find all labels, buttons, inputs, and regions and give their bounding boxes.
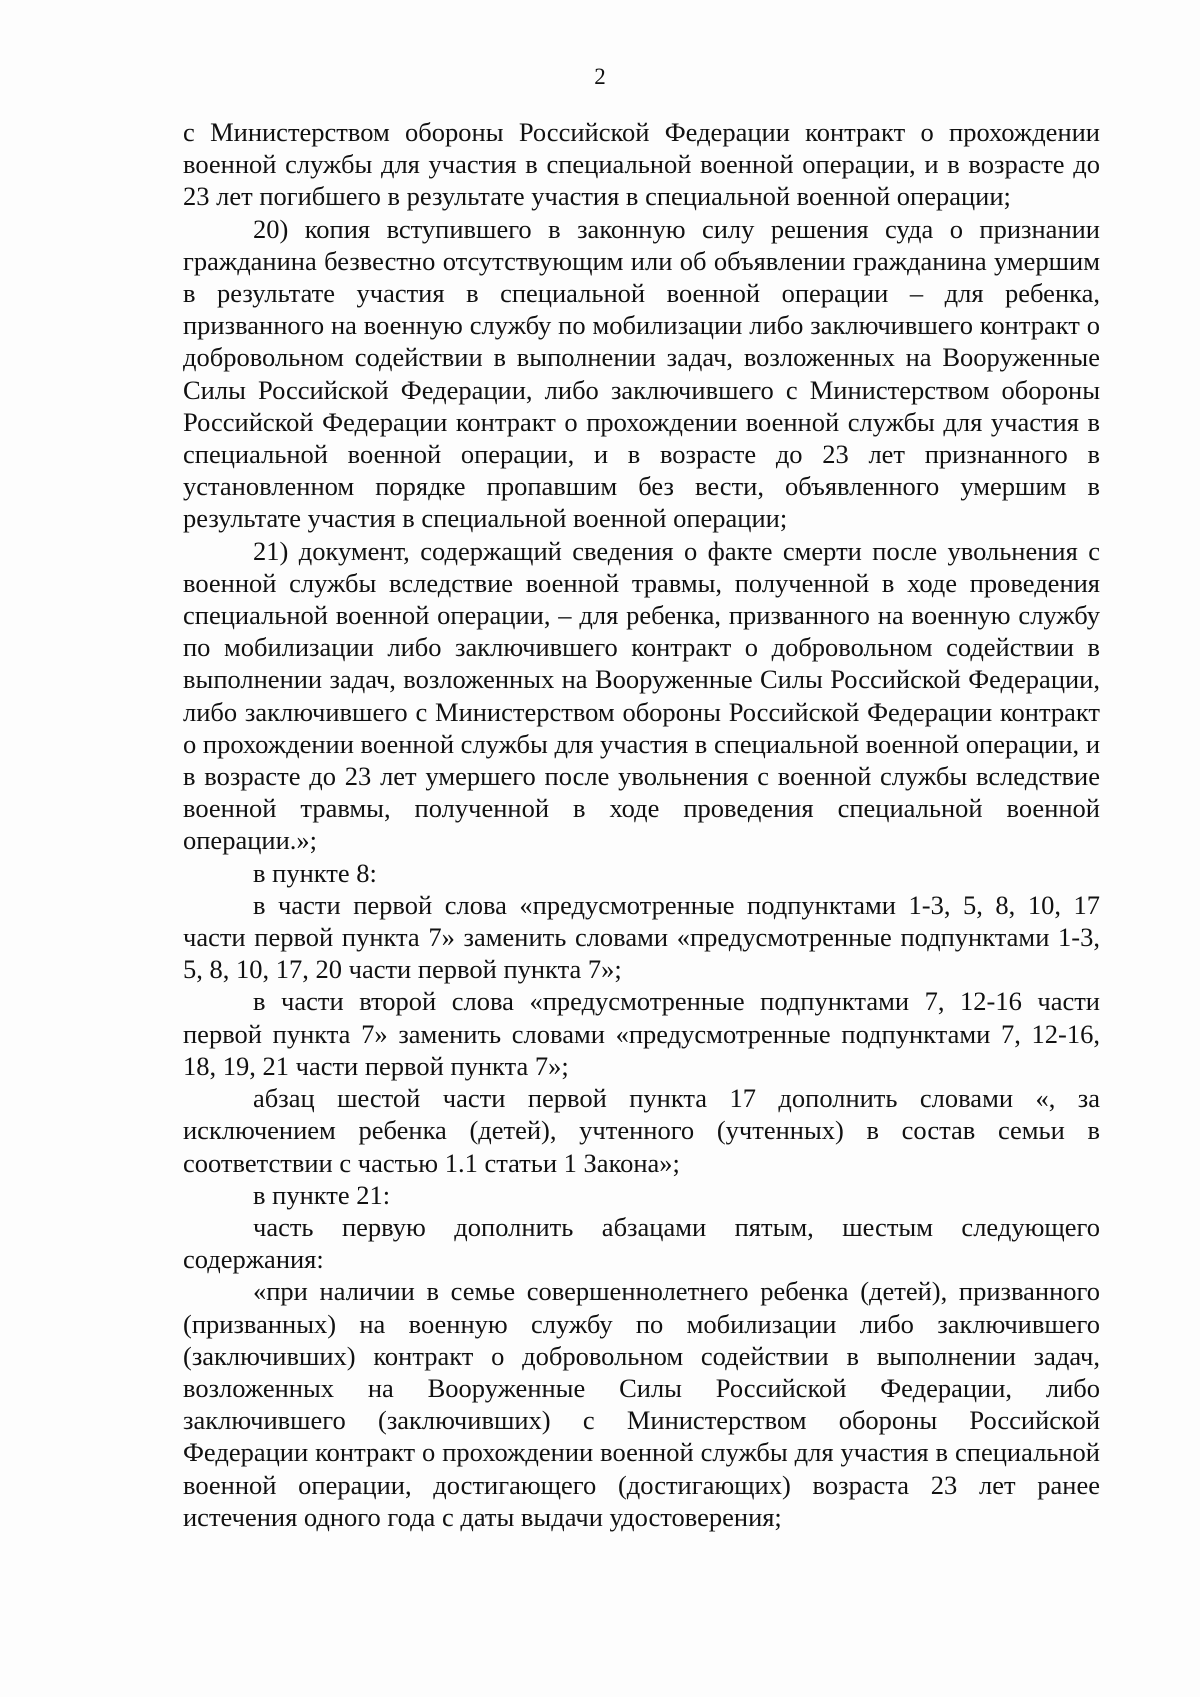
paragraph-point-8-part-2: в части второй слова «предусмотренные подпунктами 7, 12-16 части первой пункта 7» заменить словами «предусмотренные подпунктами 7, 12-16, 18, 19, 21 части первой пункта 7»;: [183, 986, 1100, 1081]
paragraph-point-21-heading: в пункте 21:: [253, 1179, 391, 1210]
paragraph-point-8-part-1: в части первой слова «предусмотренные подпунктами 1-3, 5, 8, 10, 17 части первой пункта 7» заменить словами «предусмотренные подпунктами 1-3, 5, 8, 10, 17, 20 части первой пункта 7»;: [183, 889, 1100, 985]
paragraph-subitem-20: 20) копия вступившего в законную силу решения суда о признании гражданина безвестно отсутствующим или об объявлении гражданина умершим в результате участия в специальной военной операции – для ребенка, призванного на военную службу по мобилизации либо заключившего контракт о добровольном содействии в выполнении задач, возложенных на Вооруженные Силы Российской Федерации, либо заключившего с Министерством обороны Российской Федерации контракт о прохождении военной службы для участия в специальной военной операции, и в возрасте до 23 лет признанного в установленном порядке пропавшим без вести, объявленного умершим в результате участия в специальной военной операции;: [183, 213, 1100, 534]
document-body: [183, 116, 1100, 1533]
paragraph-point-17: абзац шестой части первой пункта 17 дополнить словами «, за исключением ребенка (детей), учтенного (учтенных) в состав семьи в соответствии с частью 1.1 статьи 1 Закона»;: [183, 1083, 1100, 1178]
paragraph-point-8-heading: в пункте 8:: [253, 857, 377, 888]
paragraph-quoted-addition: «при наличии в семье совершеннолетнего ребенка (детей), призванного (призванных) на военную службу по мобилизации либо заключившего (заключивших) контракт о добровольном содействии в выполнении задач, возложенных на Вооруженные Силы Российской Федерации, либо заключившего (заключивших) с Министерством обороны Российской Федерации контракт о прохождении военной службы для участия в специальной военной операции, достигающего (достигающих) возраста 23 лет ранее истечения одного года с даты выдачи удостоверения;: [183, 1276, 1100, 1532]
paragraph: с Министерством обороны Российской Федерации контракт о прохождении военной службы для участия в специальной военной операции, и в возрасте до 23 лет погибшего в результате участия в специальной военной операции;: [183, 117, 1100, 212]
page-number: 2: [594, 64, 606, 89]
paragraph-point-21-part-1: часть первую дополнить абзацами пятым, шестым следующего содержания:: [183, 1211, 1100, 1275]
paragraph-subitem-21: 21) документ, содержащий сведения о факте смерти после увольнения с военной службы вследствие военной травмы, полученной в ходе проведения специальной военной операции, – для ребенка, призванного на военную службу по мобилизации либо заключившего контракт о добровольном содействии в выполнении задач, возложенных на Вооруженные Силы Российской Федерации, либо заключившего с Министерством обороны Российской Федерации контракт о прохождении военной службы для участия в специальной военной операции, и в возрасте до 23 лет умершего после увольнения с военной службы вследствие военной травмы, полученной в ходе проведения специальной военной операции.»;: [183, 535, 1100, 856]
